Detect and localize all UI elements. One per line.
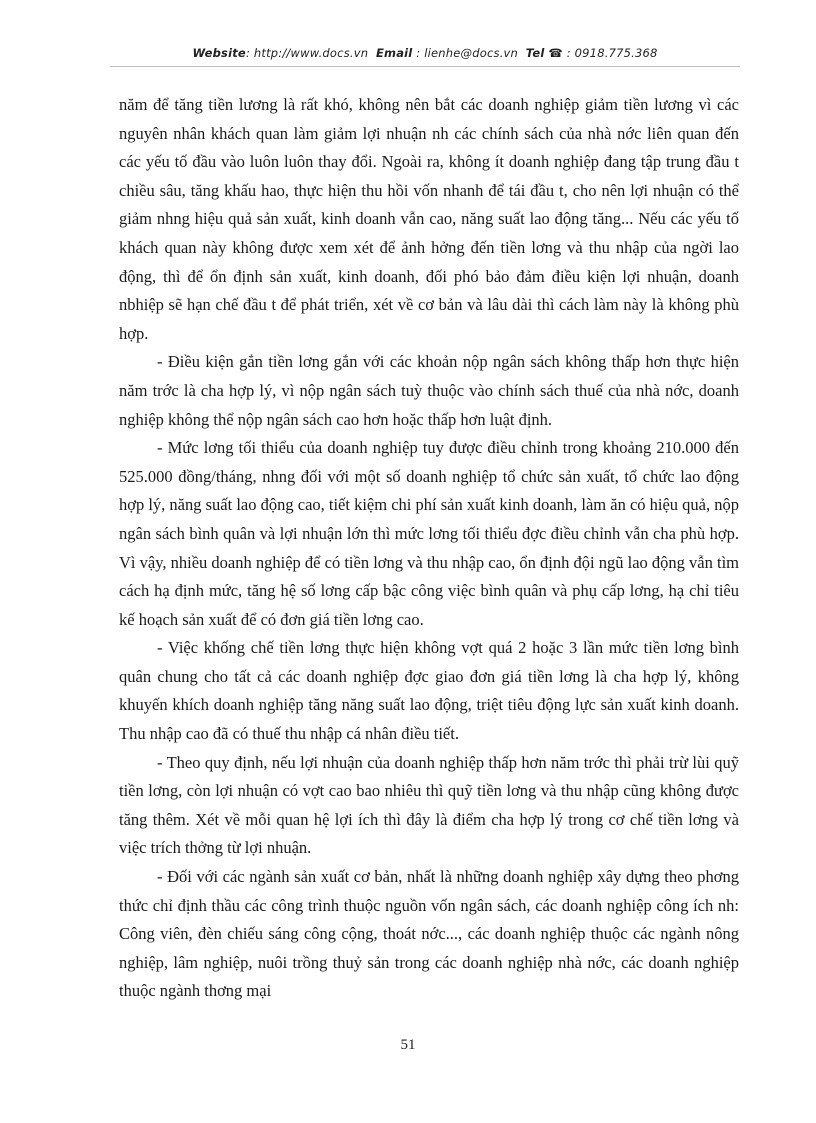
paragraph-1: năm để tăng tiền lương là rất khó, không nên bắt các doanh nghiệp giảm tiền lương vì các nguyên nhân khách quan làm giảm lợi nhuận nh các chính sách của nhà nớc liên quan đến các yếu tố đầu vào luôn luôn thay đổi. Ngoài ra, không ít doanh nghiệp đang tập trung đầu t chiều sâu, tăng khấu hao, thực hiện thu hồi vốn nhanh để tái đầu t, cho nên lợi nhuận có thể giảm nhng hiệu quả sản xuất, kinh doanh vẫn cao, năng suất lao động tăng... Nếu các yếu tố khách quan này không được xem xét để ảnh hởng đến tiền lơng và thu nhập của ngời lao động, thì để ổn định sản xuất, kinh doanh, đối phó bảo đảm điều kiện lợi nhuận, doanh nbhiệp sẽ hạn chế đầu t để phát triển, xét về cơ bản và lâu dài thì cách làm này là không phù hợp.	[119, 95, 739, 343]
tel-label: Tel	[525, 46, 545, 60]
paragraph-3: - Mức lơng tối thiểu của doanh nghiệp tuy được điều chỉnh trong khoảng 210.000 đến 525.000 đồng/tháng, nhng đối với một số doanh nghiệp tổ chức sản xuất, tổ chức lao động hợp lý, năng suất lao động cao, tiết kiệm chi phí sản xuất kinh doanh, làm ăn có hiệu quả, nộp ngân sách bình quân và lợi nhuận lớn thì mức lơng tối thiểu đợc điều chỉnh vẫn cha phù hợp. Vì vậy, nhiều doanh nghiệp để có tiền lơng và thu nhập cao, ổn định đội ngũ lao động vẫn tìm cách hạ định mức, tăng hệ số lơng cấp bậc công việc bình quân và phụ cấp lơng, hạ chỉ tiêu kế hoạch sản xuất để có đơn giá tiền lơng cao.	[119, 438, 740, 629]
paragraph-5: - Theo quy định, nếu lợi nhuận của doanh nghiệp thấp hơn năm trớc thì phải trừ lùi quỹ tiền lơng, còn lợi nhuận có vợt cao bao nhiêu thì quỹ tiền lơng và thu nhập cũng không được tăng thêm. Xét về mỗi quan hệ lợi ích thì đây là điểm cha hợp lý trong cơ chế tiền lơng và việc trích thởng từ lợi nhuận.	[119, 752, 739, 858]
paragraph-4: - Việc khống chế tiền lơng thực hiện không vợt quá 2 hoặc 3 lần mức tiền lơng bình quân chung cho tất cả các doanh nghiệp đợc giao đơn giá tiền lơng là cha hợp lý, không khuyến khích doanh nghiệp tăng năng suất lao động, triệt tiêu động lực sản xuất kinh doanh. Thu nhập cao đã có thuế thu nhập cá nhân điều tiết.	[119, 638, 739, 744]
paragraph-6: - Đối với các ngành sản xuất cơ bản, nhất là những doanh nghiệp xây dựng theo phơng thức chỉ định thầu các công trình thuộc nguồn vốn ngân sách, các doanh nghiệp công ích nh: Công viên, đèn chiếu sáng công cộng, thoát nớc..., các doanh nghiệp thuộc các ngành nông nghiệp, lâm nghiệp, nuôi trồng thuỷ sản trong các doanh nghiệp nhà nớc, các doanh nghiệp thuộc ngành thơng mại	[119, 867, 739, 1001]
website-value: : http://www.docs.vn	[245, 46, 369, 60]
paragraph-2: - Điều kiện gắn tiền lơng gắn với các khoản nộp ngân sách không thấp hơn thực hiện năm trớc là cha hợp lý, vì nộp ngân sách tuỳ thuộc vào chính sách thuế của nhà nớc, doanh nghiệp không thể nộp ngân sách cao hơn hoặc thấp hơn luật định.	[119, 352, 739, 429]
tel-value: ☎ : 0918.775.368	[548, 46, 658, 60]
website-label: Website	[192, 46, 246, 60]
email-value: : lienhe@docs.vn	[416, 46, 519, 60]
header-divider	[110, 66, 740, 67]
page-header	[110, 46, 740, 60]
page-number: 51	[400, 1037, 416, 1053]
email-label: Email	[375, 46, 413, 60]
document-body	[119, 91, 739, 1006]
